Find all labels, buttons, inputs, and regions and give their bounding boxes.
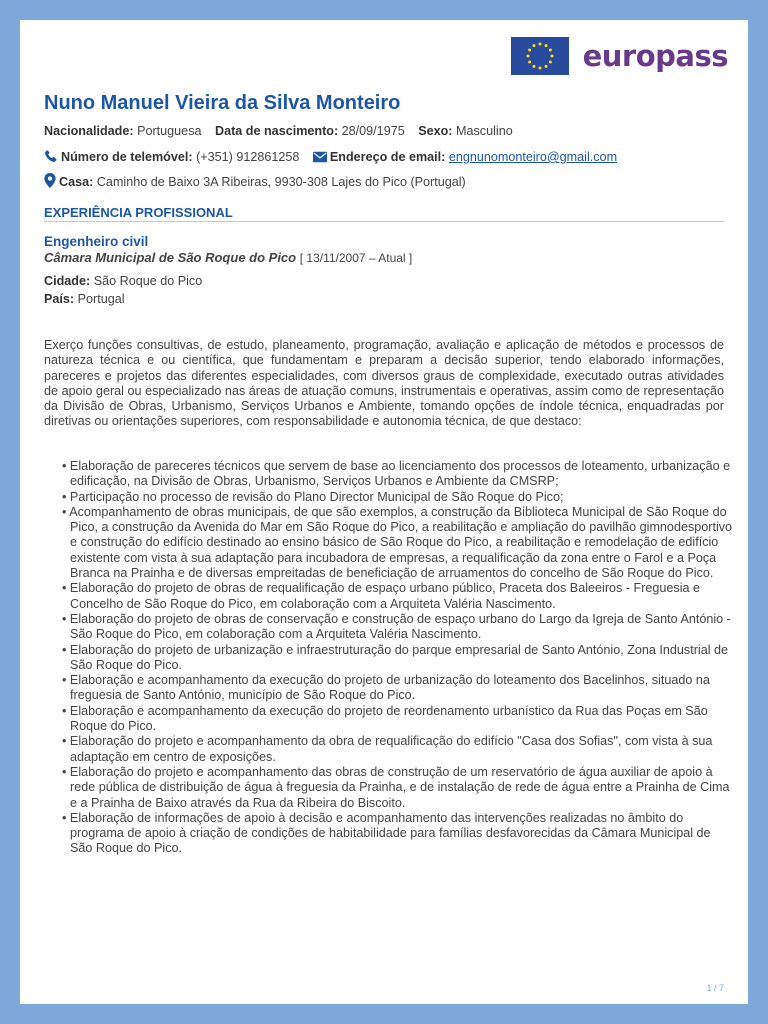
eu-flag-icon [511, 37, 569, 75]
list-item: • Elaboração do projeto de obras de conservação e construção de espaço urbano do Largo da Igreja de Santo António - São Roque do Pico, em colaboração com a Arquiteta Valéria Nascimento. [44, 612, 734, 643]
home-line [44, 173, 466, 191]
city-line [44, 274, 202, 288]
home-value: Caminho de Baixo 3A Ribeiras, 9930-308 Lajes do Pico (Portugal) [96, 175, 466, 189]
list-item: • Elaboração de informações de apoio à decisão e acompanhamento das intervenções realizadas no âmbito do programa de apoio à criação de condições de habitabilidade para famílias desfavorecidas da Câmara Municipal de São Roque do Pico. [44, 811, 734, 857]
cv-page [20, 20, 748, 1004]
job-title: Engenheiro civil [44, 234, 149, 249]
phone-label: Número de telemóvel: [61, 150, 193, 164]
job-description: Exerço funções consultivas, de estudo, planeamento, programação, avaliação e aplicação de métodos e processos de natureza técnica e ou científica, que fundamentam e preparam a decisão superior, tendo elaborado informações, pareceres e projetos das diferentes especialidades, com diversos graus de complexidade, executado outras atividades de apoio geral ou especializado nas áreas de atuação comuns, instrumentais e operativas, assim como de representação da Divisão de Obras, Urbanismo, Serviços Urbanos e Ambiente, tomando opções de índole técnica, enquadradas por diretivas ou orientações superiores, com responsabilidade e autonomia técnica, de que destaco: [44, 338, 724, 429]
phone-value: (+351) 912861258 [196, 150, 300, 164]
phone-icon [44, 149, 58, 166]
list-item: • Elaboração do projeto de urbanização e infraestruturação do parque empresarial de Santo António, Zona Industrial de São Roque do Pico. [44, 643, 734, 674]
country-value: Portugal [77, 292, 125, 306]
list-item: • Acompanhamento de obras municipais, de que são exemplos, a construção da Biblioteca Municipal de São Roque do Pico, a construção da Avenida do Mar em São Roque do Pico, a reabilitação e ampliação do pavilhão gimnodesportivo e construção do edifício destinado ao ensino básico de São Roque do Pico, a reabilitação e remodelação de edifício existente com vista à sua adaptação para incubadora de empresas, a requalificação da zona entre o Farol e a Poça Branca na Prainha e de diversas empreitadas de beneficiação de arruamentos do concelho de São Roque do Pico. [44, 505, 734, 581]
list-item: • Elaboração e acompanhamento da execução do projeto de urbanização do loteamento dos Bacelinhos, situado na freguesia de Santo António, município de São Roque do Pico. [44, 673, 734, 704]
list-item: • Elaboração do projeto de obras de requalificação de espaço urbano público, Praceta dos Baleeiros - Freguesia e Concelho de São Roque do Pico, em colaboração com a Arquiteta Valéria Nascimento. [44, 581, 734, 612]
dob-label: Data de nascimento: [215, 124, 339, 138]
email-icon [313, 151, 327, 166]
location-pin-icon [44, 173, 56, 191]
brand-name: europass [582, 39, 728, 73]
city-value: São Roque do Pico [93, 274, 203, 288]
list-item: • Elaboração de pareceres técnicos que servem de base ao licenciamento dos processos de loteamento, urbanização e edificação, na Divisão de Obras, Urbanismo, Serviços Urbanos e Ambiente da CMSRP; [44, 459, 734, 490]
contact-line [44, 149, 617, 166]
employer-line [44, 250, 412, 265]
list-item: • Elaboração do projeto e acompanhamento das obras de construção de um reservatório de água auxiliar de apoio à rede pública de distribuição de água à freguesia da Prainha, e de instalação de rede de água entre a Prainha de Cima e a Prainha de Baixo através da Rua da Ribeira do Biscoito. [44, 765, 734, 811]
person-name: Nuno Manuel Vieira da Silva Monteiro [44, 92, 401, 114]
country-label: País: [44, 292, 75, 306]
email-link[interactable]: engnunomonteiro@gmail.com [448, 150, 618, 164]
city-label: Cidade: [44, 274, 91, 288]
dob-value: 28/09/1975 [341, 124, 405, 138]
employer-name: Câmara Municipal de São Roque do Pico [44, 250, 297, 265]
sex-value: Masculino [456, 124, 513, 138]
section-heading-experience: EXPERIÊNCIA PROFISSIONAL [44, 205, 724, 222]
list-item: • Elaboração e acompanhamento da execução do projeto de reordenamento urbanístico da Rua das Poças em São Roque do Pico. [44, 704, 734, 735]
country-line [44, 292, 125, 306]
list-item: • Participação no processo de revisão do Plano Director Municipal de São Roque do Pico; [44, 490, 734, 505]
job-period: [ 13/11/2007 – Atual ] [299, 251, 413, 265]
nationality-label: Nacionalidade: [44, 124, 134, 138]
list-item: • Elaboração do projeto e acompanhamento da obra de requalificação do edifício "Casa dos Sofias", com vista à sua adaptação em centro de exposições. [44, 734, 734, 765]
page-number: 1 / 7 [706, 983, 724, 993]
email-label: Endereço de email: [329, 150, 446, 164]
sex-label: Sexo: [418, 124, 453, 138]
nationality-value: Portuguesa [137, 124, 202, 138]
job-highlights [44, 459, 734, 857]
europass-logo [511, 37, 728, 75]
personal-info-line [44, 124, 513, 138]
home-label: Casa: [59, 175, 94, 189]
